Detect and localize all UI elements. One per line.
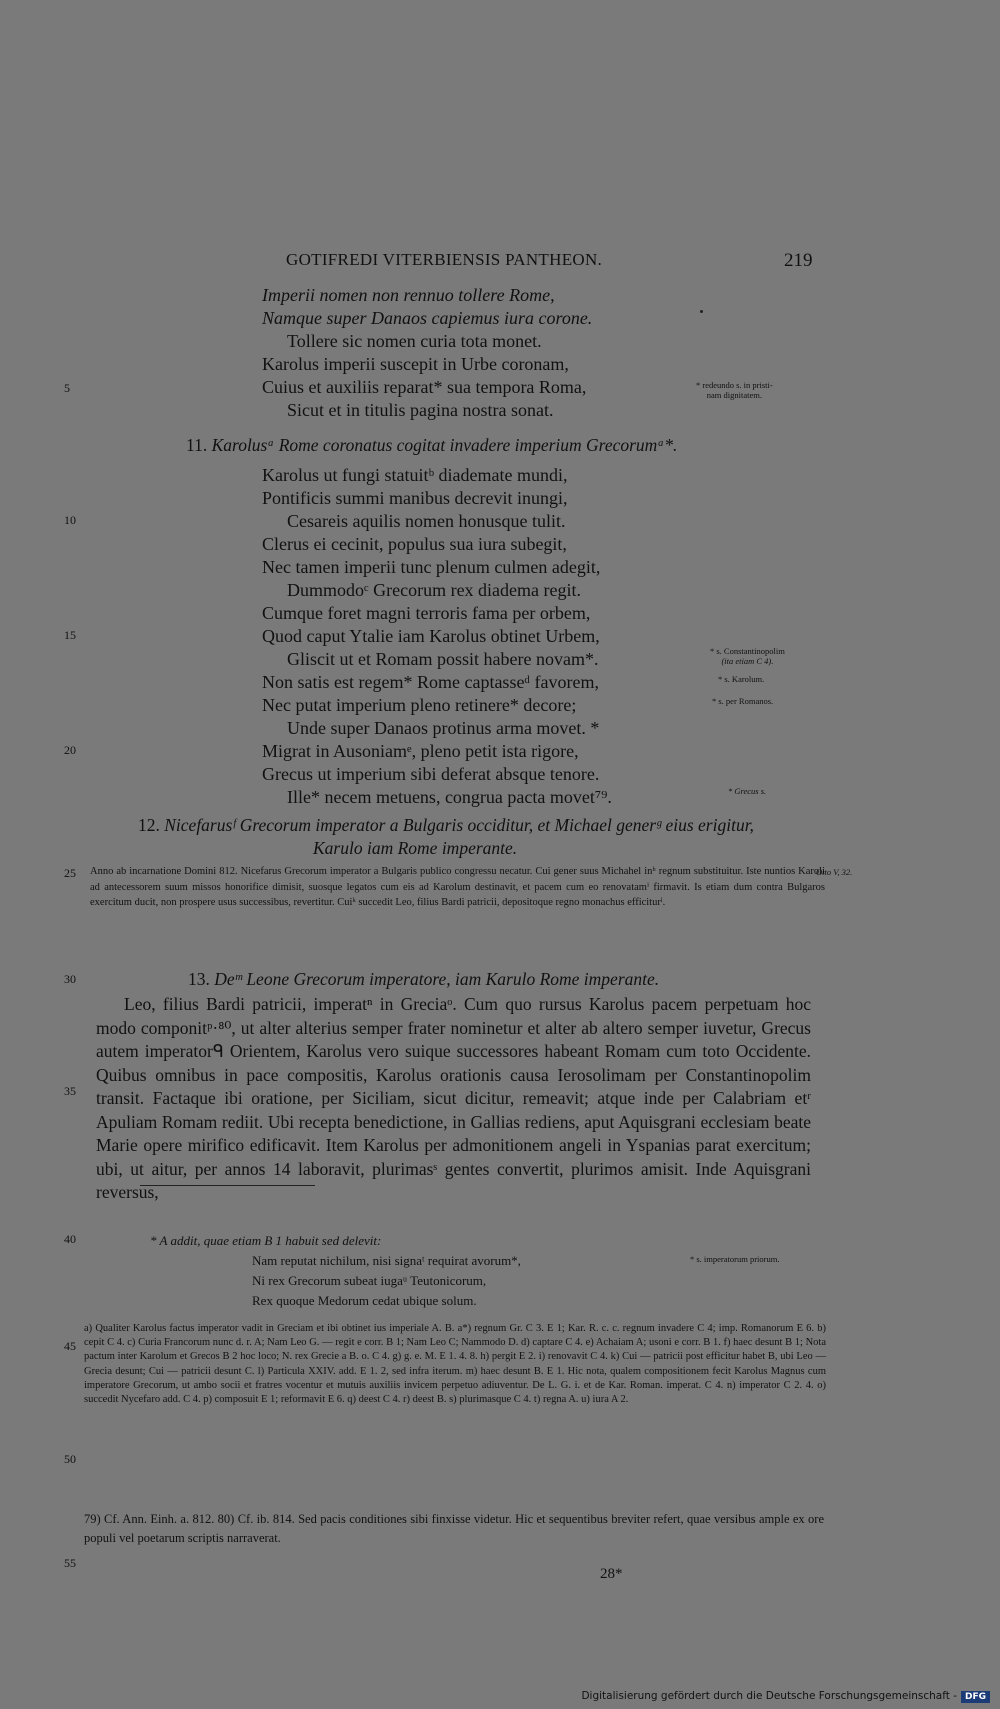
footnote-rule <box>140 1185 315 1186</box>
section-number: 13. <box>188 969 210 989</box>
margin-note: * s. per Romanos. <box>712 696 774 706</box>
margin-note <box>710 646 785 666</box>
line-number: 5 <box>64 381 70 395</box>
verse-line: Karolus imperii suscepit in Urbe coronam, <box>262 354 569 374</box>
section-heading-12 <box>138 815 754 836</box>
verse-line: Karolus ut fungi statuitᵇ diademate mundi, <box>262 465 568 485</box>
line-number: 30 <box>64 972 76 986</box>
verse-line: Ille* necem metuens, congrua pacta movet⁷⁹. <box>287 787 612 807</box>
star-note-intro: * A addit, quae etiam B 1 habuit sed delevit: <box>150 1233 382 1248</box>
margin-note: * s. imperatorum priorum. <box>690 1254 780 1264</box>
endnotes: 79) Cf. Ann. Einh. a. 812. 80) Cf. ib. 814. Sed pacis conditiones sibi finxisse videtur. Hic et sequentibus breviter refert, quae versibus ample ex ore populi vel poetarum scriptis narraverat. <box>84 1512 824 1545</box>
verse-line: Nec putat imperium pleno retinere* decore; <box>262 695 577 715</box>
verse-line: Namque super Danaos capiemus iura corone. <box>262 308 593 328</box>
star-note-line: Rex quoque Medorum cedat ubique solum. <box>252 1293 477 1308</box>
digitization-footer <box>581 1690 990 1703</box>
star-note-line: Ni rex Grecorum subeat iugaᵘ Teutonicorum, <box>252 1273 487 1288</box>
star-note-line: Nam reputat nichilum, nisi signaᵗ requirat avorum*, <box>252 1253 521 1268</box>
verse-line: Cumque foret magni terroris fama per orbem, <box>262 603 591 623</box>
margin-note-line: * redeundo s. in pristi- <box>696 380 773 390</box>
ink-dot <box>700 310 703 313</box>
margin-note-line: * s. Constantinopolim <box>710 646 785 656</box>
verse-line: Imperii nomen non rennuo tollere Rome, <box>262 285 555 305</box>
footer-text: Digitalisierung gefördert durch die Deutsche Forschungsgemeinschaft - <box>581 1690 957 1702</box>
verse-line: Pontificis summi manibus decrevit inungi, <box>262 488 568 508</box>
verse-line: Gliscit ut et Romam possit habere novam*. <box>287 649 599 669</box>
verse-line: Sicut et in titulis pagina nostra sonat. <box>287 400 554 420</box>
verse-line: Nec tamen imperii tunc plenum culmen adegit, <box>262 557 601 577</box>
verse-line: Cesareis aquilis nomen honusque tulit. <box>287 511 566 531</box>
signature-mark: 28* <box>600 1566 623 1582</box>
page-number: 219 <box>784 250 813 271</box>
verse-line: Non satis est regem* Rome captasseᵈ favorem, <box>262 672 599 692</box>
section-title: Deᵐ Leone Grecorum imperatore, iam Karulo Rome imperante. <box>214 969 660 989</box>
verse-line: Quod caput Ytalie iam Karolus obtinet Urbem, <box>262 626 600 646</box>
section-heading-12-cont: Karulo iam Rome imperante. <box>313 838 518 858</box>
verse-line: Migrat in Ausoniamᵉ, pleno petit ista rigore, <box>262 741 579 761</box>
line-number: 10 <box>64 513 76 527</box>
section-title: Karolusᵃ Rome coronatus cogitat invadere imperium Grecorumᵃ*. <box>211 435 678 455</box>
line-number: 15 <box>64 628 76 642</box>
verse-line: Tollere sic nomen curia tota monet. <box>287 331 542 351</box>
line-number: 20 <box>64 743 76 757</box>
verse-line: Grecus ut imperium sibi deferat absque tenore. <box>262 764 600 784</box>
verse-line: Clerus ei cecinit, populus sua iura subegit, <box>262 534 567 554</box>
line-number: 35 <box>64 1084 76 1098</box>
line-number: 25 <box>64 866 76 880</box>
section-number: 12. <box>138 815 160 835</box>
margin-note-line: (ita etiam C 4). <box>721 656 774 666</box>
dfg-logo: DFG <box>961 1691 990 1703</box>
section-heading-13 <box>188 969 659 990</box>
verse-line: Dummodoᶜ Grecorum rex diadema regit. <box>287 580 582 600</box>
line-number: 55 <box>64 1556 76 1570</box>
paragraph-12: Anno ab incarnatione Domini 812. Nicefarus Grecorum imperator a Bulgaris publico congressu necatur. Cui gener suus Michahel inʰ regnum substituitur. Iste nuntios Karoli ad antecessorem suum missos honorifice dimisit, suosque legatos cum eis ad Karolum destinavit, et pacem cum eo renovatamⁱ firmavit. Is etiam dum contra Bulgaros exercitum ducit, non prospere usus successibus, revertitur. Cuiᵏ succedit Leo, filius Bardi patricii, depositoque regno monachus efficiturˡ. <box>90 866 825 908</box>
line-number: 45 <box>64 1339 76 1353</box>
line-number: 50 <box>64 1452 76 1466</box>
margin-note: * Grecus s. <box>728 786 767 796</box>
verse-line: Cuius et auxiliis reparat* sua tempora Roma, <box>262 377 587 397</box>
line-number: 40 <box>64 1232 76 1246</box>
verse-line: Unde super Danaos protinus arma movet. * <box>287 718 600 738</box>
source-reference: Otto V, 32. <box>816 867 853 877</box>
margin-note <box>696 380 773 400</box>
margin-note-line: nam dignitatem. <box>706 390 762 400</box>
section-title: Nicefarusᶠ Grecorum imperator a Bulgaris occiditur, et Michael generᵍ eius erigitur, <box>164 815 754 835</box>
paragraph-13: Leo, filius Bardi patricii, imperatⁿ in Greciaᵒ. Cum quo rursus Karolus pacem perpetuam hoc modo componitᵖ·⁸⁰, ut alter alterius semper frater nominetur et alter ab altero semper iuvetur, Grecus autem imperatorᑫ Orientem, Karolus vero suique successores habeant Romam cum toto Occidente. Quibus omnibus in pace compositis, Karolus orationis causa Ierosolimam per Constantinopolim transit. Factaque ibi oratione, per Siciliam, sicut dicitur, remeavit; atque inde per Calabriam etʳ Apuliam Romam rediit. Ubi recepta benedictione, in Gallias rediens, aput Aquisgrani ecclesiam beate Marie opere mirifico edificavit. Item Karolus per admonitionem angeli in Yspanias parat exercitum; ubi, ut aitur, per annos 14 laboravit, plurimasˢ gentes convertit, plurimos amisit. Inde Aquisgrani reversus, <box>96 994 811 1202</box>
section-heading-11 <box>186 435 677 456</box>
section-number: 11. <box>186 435 208 455</box>
margin-note: * s. Karolum. <box>718 674 765 684</box>
running-title: GOTIFREDI VITERBIENSIS PANTHEON. <box>286 250 603 269</box>
critical-apparatus: a) Qualiter Karolus factus imperator vadit in Greciam et ibi obtinet ius imperiale A. B. a*) regnum Gr. C 3. E 1; Kar. R. c. c. regnum invadere C 4; imp. Romanorum E 6. b) cepit C 4. c) Curia Francorum nunc d. r. A; Nam Leo G. — regit e corr. B 1; Nam Leo C; Nammodo D. d) captare C 4. e) Achaiam A; usoni e corr. B 1. f) haec desunt B 1; Nota pactum inter Karolum et Grecos B 2 hoc loco; N. rex Grecie a B. o. C 4. g) g. e. M. E 1. 4. 8. h) pergit E 2. i) renovavit C 4. k) Cui — patricii post efficitur habet B, ubi Leo — Grecia desunt; Cui — patricii desunt C. l) Particula XXIV. add. E 1. 2, sed infra iterum. m) haec desunt B. E 1. Hic nota, qualem compositionem fecit Karolus Magnus cum imperatore Grecorum, ut ambo socii et fratres vocentur et mutuis auxiliis invicem perpetuo adiuventur. De L. G. i. et de Kar. Roman. imperat. C 4. n) imperator C 2. 4. o) succedit Nycefaro add. C 4. p) composuit E 1; reformavit E 6. q) deest C 4. r) deest B. s) plurimasque C 4. t) regna A. u) iura A 2. <box>84 1323 826 1406</box>
